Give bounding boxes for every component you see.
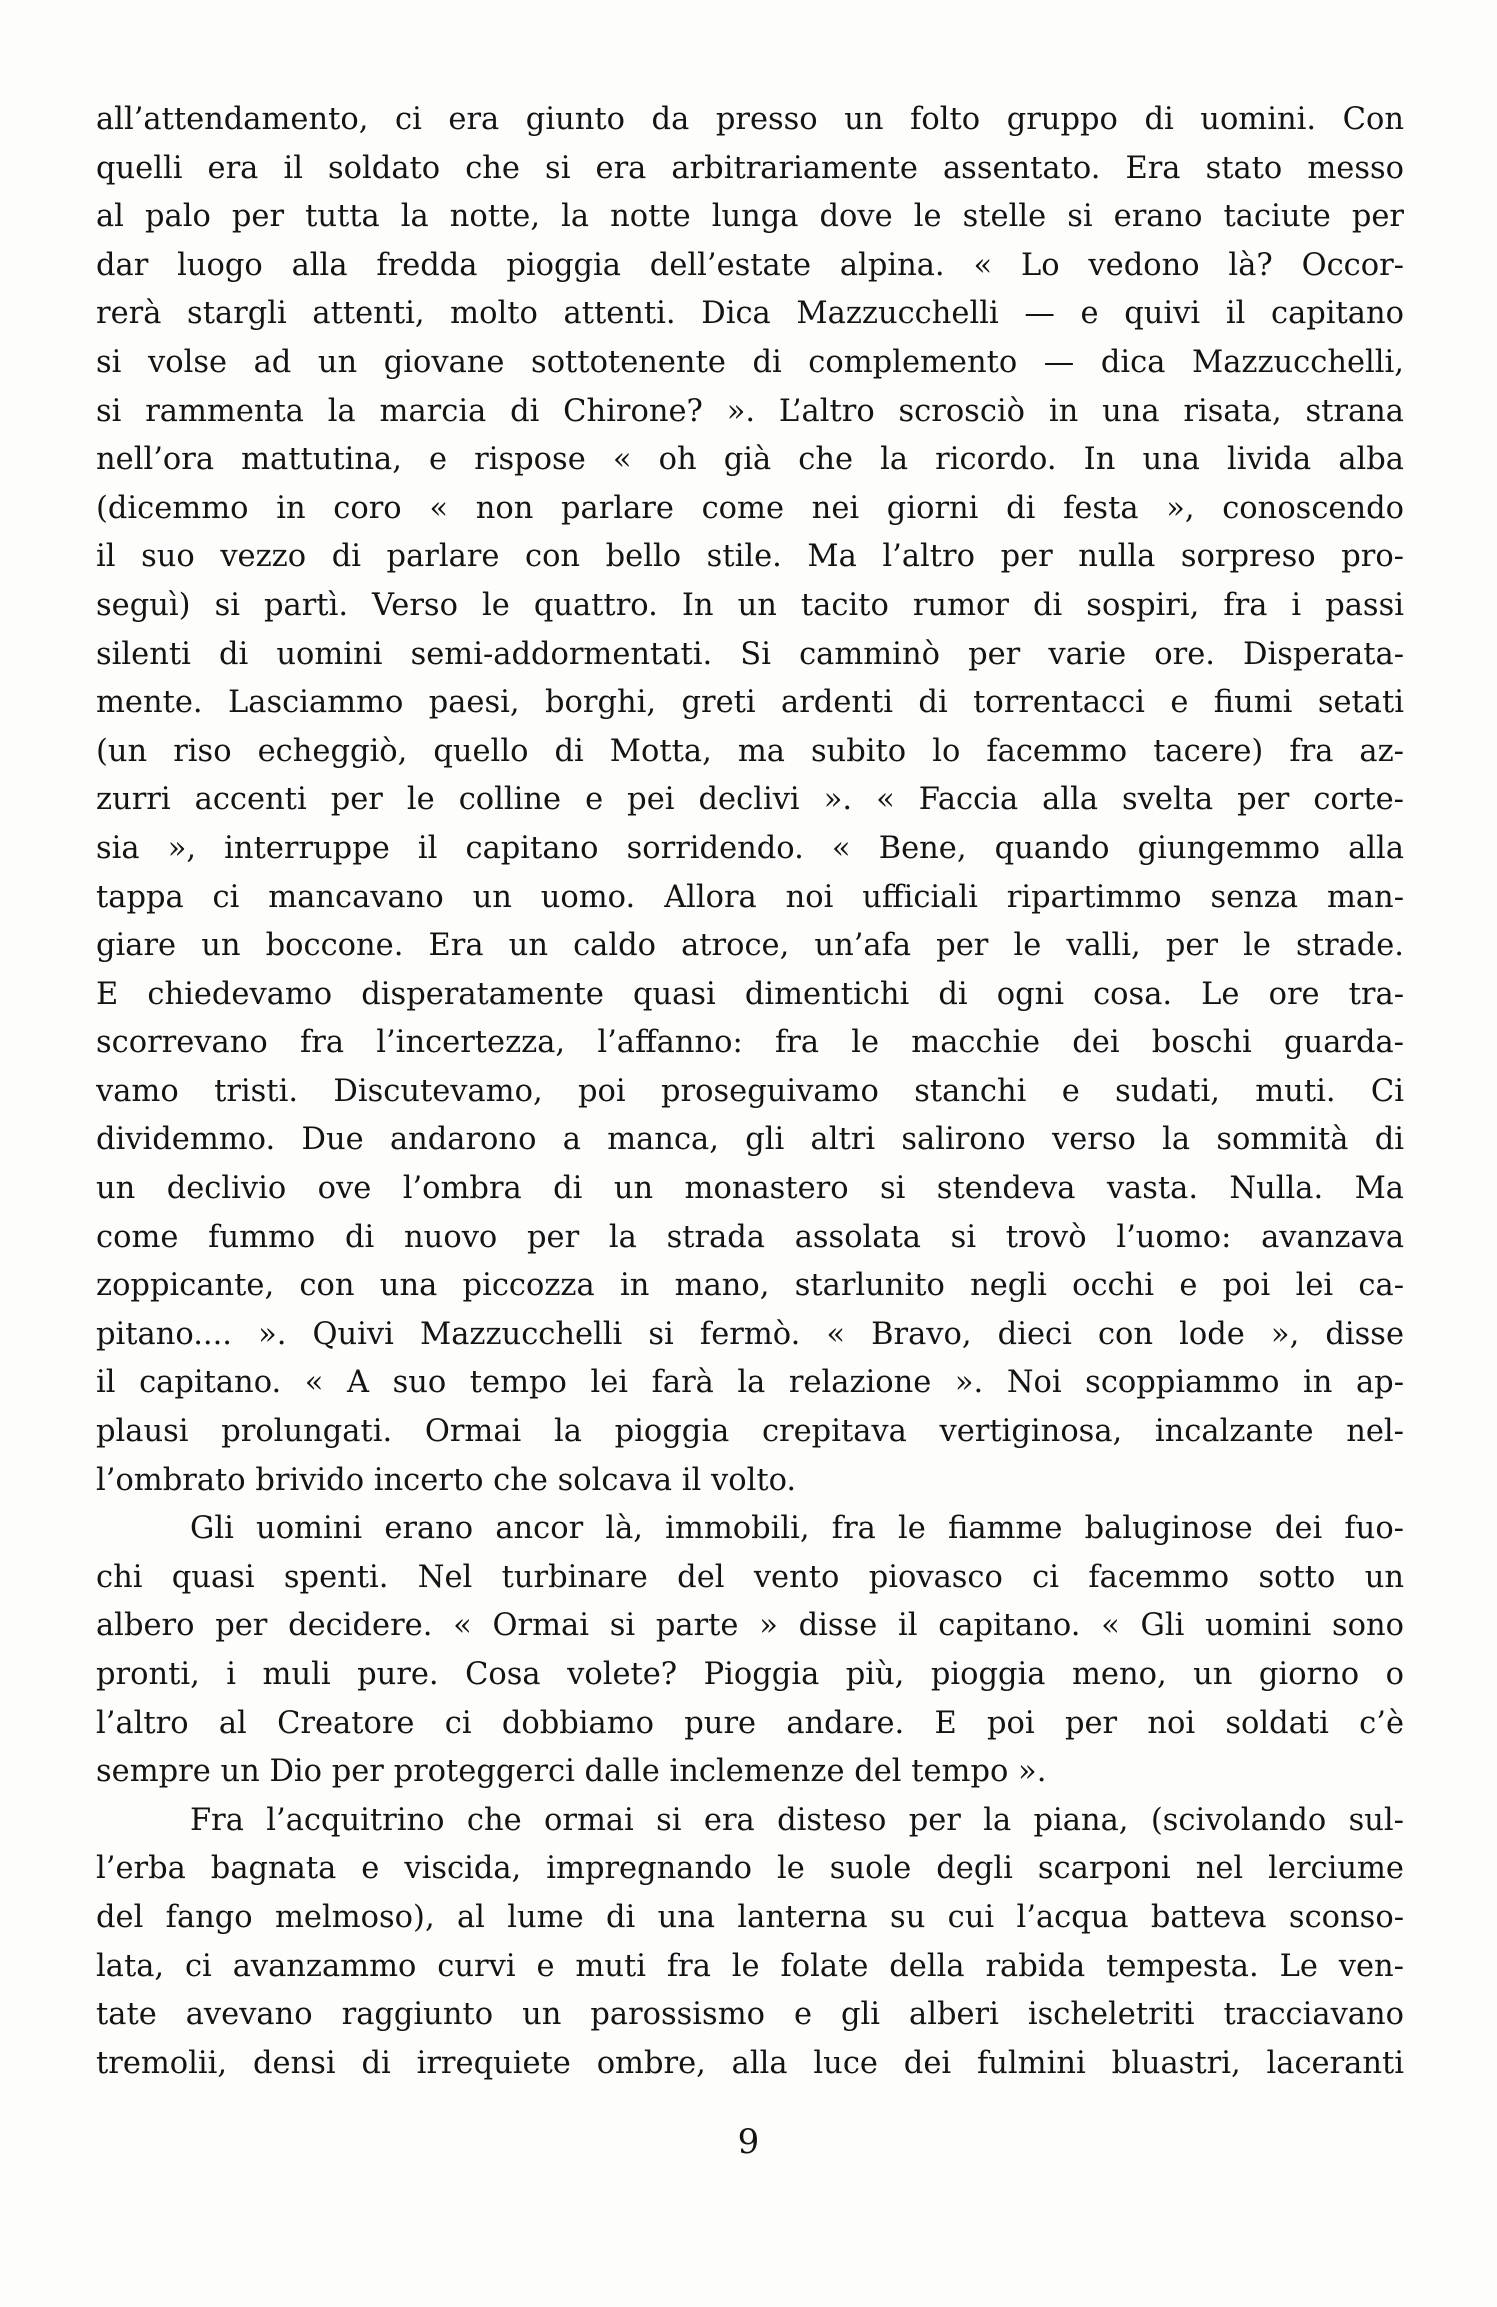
paragraph (96, 1505, 1404, 1797)
text-line: quelli era il soldato che si era arbitrariamente assentato. Era stato messo (96, 150, 1404, 186)
text-line: come fummo di nuovo per la strada assolata si trovò l’uomo: avanzava (96, 1219, 1404, 1255)
text-line: (dicemmo in coro « non parlare come nei giorni di festa », conoscendo (96, 490, 1404, 526)
text-line: seguì) si partì. Verso le quattro. In un tacito rumor di sospiri, fra i passi (96, 587, 1404, 623)
text-line: giare un boccone. Era un caldo atroce, un’afa per le valli, per le strade. (96, 928, 1404, 964)
text-line: il capitano. « A suo tempo lei farà la relazione ». Noi scoppiammo in ap- (96, 1365, 1404, 1401)
text-line: zurri accenti per le colline e pei declivi ». « Faccia alla svelta per corte- (96, 782, 1404, 818)
text-line: all’attendamento, ci era giunto da presso un folto gruppo di uomini. Con (96, 102, 1404, 137)
text-line: dar luogo alla fredda pioggia dell’estate alpina. « Lo vedono là? Occor- (96, 247, 1404, 283)
text-line: mente. Lasciammo paesi, borghi, greti ardenti di torrentacci e fiumi setati (96, 685, 1404, 721)
text-line: plausi prolungati. Ormai la pioggia crepitava vertiginosa, incalzante nel- (96, 1414, 1404, 1450)
text-line: il suo vezzo di parlare con bello stile. Ma l’altro per nulla sorpreso pro- (96, 539, 1404, 575)
text-line: silenti di uomini semi-addormentati. Si camminò per varie ore. Disperata- (96, 636, 1404, 672)
text-line: chi quasi spenti. Nel turbinare del vento piovasco ci facemmo sotto un (96, 1559, 1404, 1595)
text-line: vamo tristi. Discutevamo, poi proseguivamo stanchi e sudati, muti. Ci (96, 1073, 1404, 1109)
text-line: nell’ora mattutina, e rispose « oh già che la ricordo. In una livida alba (96, 442, 1404, 478)
text-line: l’erba bagnata e viscida, impregnando le suole degli scarponi nel lerciume (96, 1851, 1404, 1887)
text-line: Gli uomini erano ancor là, immobili, fra le fiamme baluginose dei fuo- (190, 1511, 1404, 1547)
text-line: del fango melmoso), al lume di una lanterna su cui l’acqua batteva sconso- (96, 1899, 1404, 1935)
text-line: sempre un Dio per proteggerci dalle inclemenze del tempo ». (96, 1754, 1047, 1790)
text-line: lata, ci avanzammo curvi e muti fra le folate della rabida tempesta. Le ven- (96, 1948, 1404, 1984)
text-line: (un riso echeggiò, quello di Motta, ma subito lo facemmo tacere) fra az- (96, 733, 1404, 769)
text-line: dividemmo. Due andarono a manca, gli altri salirono verso la sommità di (96, 1122, 1404, 1158)
paragraph (96, 96, 1404, 1505)
text-line: si rammenta la marcia di Chirone? ». L’altro scrosciò in una risata, strana (96, 393, 1404, 429)
text-line: scorrevano fra l’incertezza, l’affanno: fra le macchie dei boschi guarda- (96, 1025, 1404, 1061)
text-line: E chiedevamo disperatamente quasi dimentichi di ogni cosa. Le ore tra- (96, 976, 1404, 1012)
text-line: Fra l’acquitrino che ormai si era disteso per la piana, (scivolando sul- (190, 1802, 1404, 1838)
text-line: si volse ad un giovane sottotenente di complemento — dica Mazzucchelli, (96, 344, 1404, 380)
text-line: tate avevano raggiunto un parossismo e gli alberi ischeletriti tracciavano (96, 1997, 1404, 2033)
text-line: l’altro al Creatore ci dobbiamo pure andare. E poi per noi soldati c’è (96, 1705, 1404, 1741)
text-line: tappa ci mancavano un uomo. Allora noi ufficiali ripartimmo senza man- (96, 879, 1404, 915)
text-line: l’ombrato brivido incerto che solcava il volto. (96, 1462, 797, 1498)
text-line: pronti, i muli pure. Cosa volete? Pioggia più, pioggia meno, un giorno o (96, 1657, 1404, 1692)
text-line: tremolii, densi di irrequiete ombre, alla luce dei fulmini bluastri, laceranti (96, 2045, 1404, 2081)
body-text (96, 96, 1404, 2088)
text-line: zoppicante, con una piccozza in mano, starlunito negli occhi e poi lei ca- (96, 1268, 1404, 1304)
text-line: un declivio ove l’ombra di un monastero si stendeva vasta. Nulla. Ma (96, 1171, 1404, 1207)
page-number: 9 (737, 2122, 760, 2162)
text-line: sia », interruppe il capitano sorridendo. « Bene, quando giungemmo alla (96, 830, 1404, 866)
text-line: albero per decidere. « Ormai si parte » disse il capitano. « Gli uomini sono (96, 1608, 1404, 1644)
text-line: al palo per tutta la notte, la notte lunga dove le stelle si erano taciute per (96, 199, 1404, 235)
text-line: pitano.... ». Quivi Mazzucchelli si fermò. « Bravo, dieci con lode », disse (96, 1316, 1404, 1352)
paragraph (96, 1797, 1404, 2089)
text-line: rerà stargli attenti, molto attenti. Dica Mazzucchelli — e quivi il capitano (96, 296, 1404, 332)
